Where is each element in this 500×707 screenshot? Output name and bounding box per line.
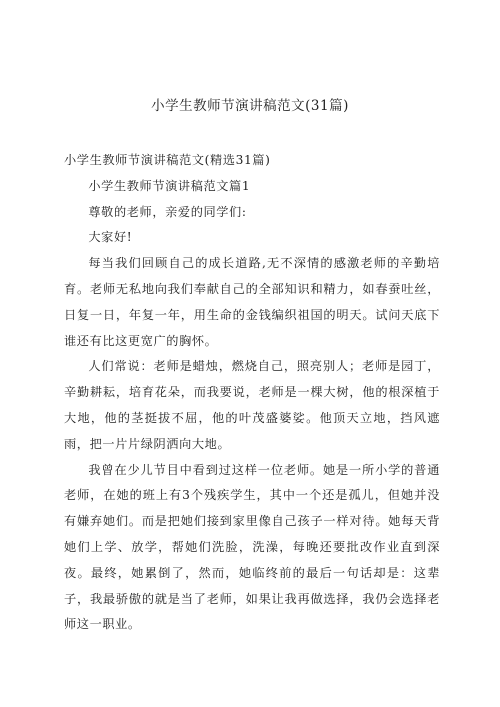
section-heading: 小学生教师节演讲稿范文篇1: [88, 178, 251, 193]
document-title: 小学生教师节演讲稿范文(31篇): [151, 98, 349, 114]
document-subtitle: 小学生教师节演讲稿范文(精选31篇): [64, 153, 271, 167]
salutation: 尊敬的老师，亲爱的同学们:: [88, 204, 247, 219]
paragraph-1: 每当我们回顾自己的成长道路,无不深情的感激老师的辛勤培育。老师无私地向我们奉献自己的全部知识和精力，如春蚕吐丝，日复一日，年复一年，用生命的金钱编织祖国的明天。试问天底下谁还有比这更宽广的胸怀。: [64, 256, 440, 348]
paragraph-2: 人们常说：老师是蜡烛，燃烧自己，照亮别人；老师是园丁，辛勤耕耘，培育花朵，而我要说，老师是一棵大树，他的根深植于大地，他的茎挺拔不屈，他的叶茂盛婆娑。他顶天立地，挡风遮雨，把一片片绿阴洒向大地。: [64, 359, 440, 451]
paragraph-3: 我曾在少儿节目中看到过这样一位老师。她是一所小学的普通老师，在她的班上有3个残疾学生，其中一个还是孤儿，但她并没有嫌弃她们。而是把她们接到家里像自己孩子一样对待。她每天背她们上学、放学，帮她们洗脸，洗澡，每晚还要批改作业直到深夜。最终，她累倒了，然而，她临终前的最后一句话却是：这辈子，我最骄傲的就是当了老师，如果让我再做选择，我仍会选择老师这一职业。: [64, 462, 440, 632]
document-body: [64, 148, 440, 638]
greeting: 大家好!: [88, 230, 133, 245]
